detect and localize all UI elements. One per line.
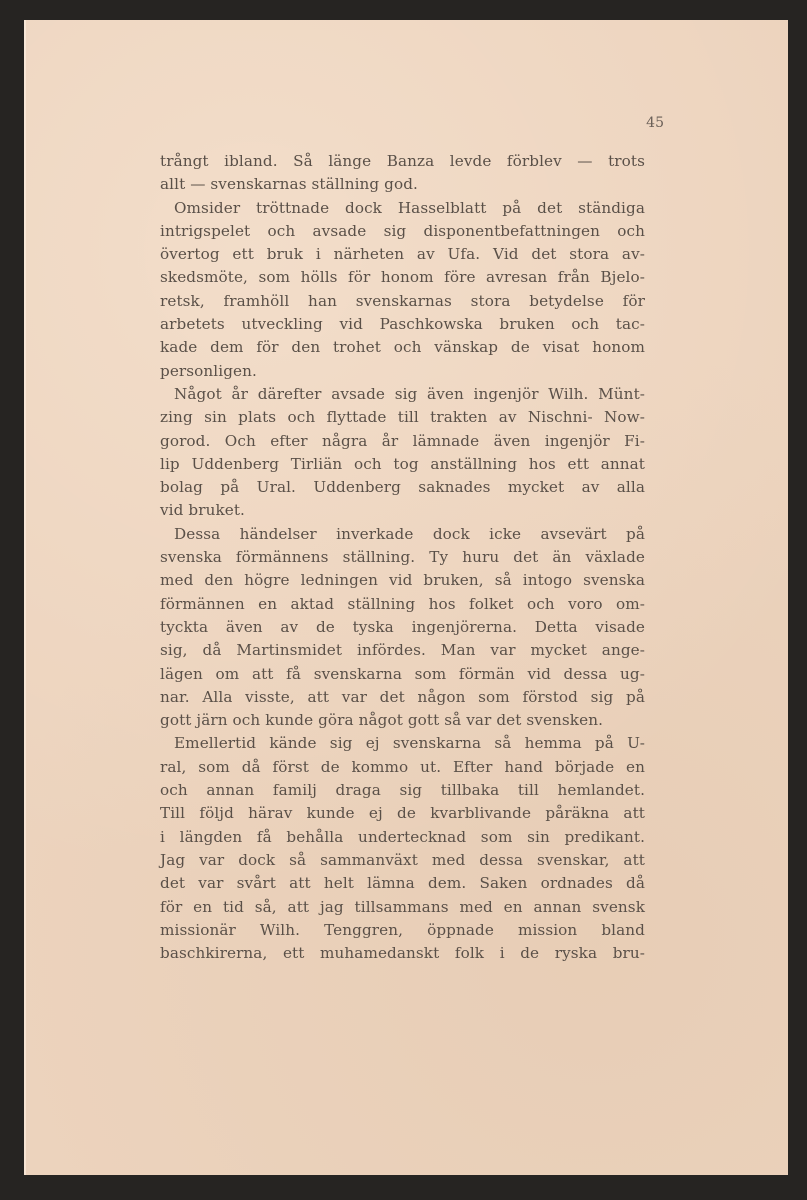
- text-line: Jag var dock så sammanväxt med dessa svenskar, att: [160, 850, 645, 869]
- text-line: intrigspelet och avsade sig disponentbefattningen och: [160, 221, 645, 240]
- text-line: lägen om att få svenskarna som förmän vid dessa ug-: [160, 664, 645, 683]
- text-line: sig, då Martinsmidet infördes. Man var mycket ange-: [160, 641, 645, 660]
- text-line: gorod. Och efter några år lämnade även ingenjör Fi-: [160, 431, 645, 450]
- text-line: Dessa händelser inverkade dock icke avsevärt på: [174, 524, 645, 543]
- text-line: i längden få behålla undertecknad som sin predikant.: [160, 827, 645, 846]
- text-line: nar. Alla visste, att var det någon som förstod sig på: [160, 687, 645, 706]
- text-line: det var svårt att helt lämna dem. Saken ordnades då: [160, 874, 645, 893]
- text-line: svenska förmännens ställning. Ty huru det än växlade: [160, 548, 645, 567]
- text-line: baschkirerna, ett muhamedanskt folk i de ryska bru-: [160, 944, 645, 963]
- text-line: missionär Wilh. Tenggren, öppnade mission bland: [160, 920, 645, 939]
- paper-page: [24, 20, 788, 1175]
- text-line: övertog ett bruk i närheten av Ufa. Vid det stora av-: [160, 245, 645, 264]
- body-text: [160, 150, 645, 965]
- text-line: zing sin plats och flyttade till trakten av Nischni- Now-: [160, 408, 645, 427]
- text-line: trångt ibland. Så länge Banza levde förblev — trots: [160, 152, 645, 170]
- text-line: Till följd härav kunde ej de kvarblivande påräkna att: [160, 804, 645, 823]
- text-line: skedsmöte, som hölls för honom före avresan från Bjelo-: [160, 268, 645, 287]
- text-line: allt — svenskarnas ställning god.: [160, 175, 418, 194]
- text-line: Emellertid kände sig ej svenskarna så hemma på U-: [174, 734, 645, 753]
- text-line: retsk, framhöll han svenskarnas stora betydelse för: [160, 291, 645, 310]
- text-line: tyckta även av de tyska ingenjörerna. Detta visade: [160, 617, 645, 636]
- text-line: med den högre ledningen vid bruken, så intogo svenska: [160, 571, 645, 590]
- text-line: Något år därefter avsade sig även ingenjör Wilh. Münt-: [174, 384, 645, 403]
- text-line: kade dem för den trohet och vänskap de visat honom: [160, 338, 645, 357]
- text-line: bolag på Ural. Uddenberg saknades mycket av alla: [160, 478, 645, 497]
- text-line: personligen.: [160, 361, 257, 380]
- text-line: förmännen en aktad ställning hos folket och voro om-: [160, 594, 645, 613]
- text-line: lip Uddenberg Tirliän och tog anställning hos ett annat: [160, 454, 645, 473]
- text-line: arbetets utveckling vid Paschkowska bruken och tac-: [160, 315, 645, 334]
- text-line: och annan familj draga sig tillbaka till hemlandet.: [160, 781, 645, 800]
- text-line: gott järn och kunde göra något gott så var det svensken.: [160, 711, 604, 730]
- paragraph: [160, 150, 645, 197]
- paragraph: [160, 197, 645, 383]
- paragraph: [160, 383, 645, 523]
- paragraph: [160, 732, 645, 965]
- page-number: 45: [646, 115, 664, 131]
- text-line: Omsider tröttnade dock Hasselblatt på det ständiga: [174, 198, 645, 217]
- text-line: ral, som då först de kommo ut. Efter hand började en: [160, 757, 645, 776]
- paragraph: [160, 523, 645, 733]
- text-line: vid bruket.: [160, 501, 245, 520]
- text-line: för en tid så, att jag tillsammans med en annan svensk: [160, 897, 645, 916]
